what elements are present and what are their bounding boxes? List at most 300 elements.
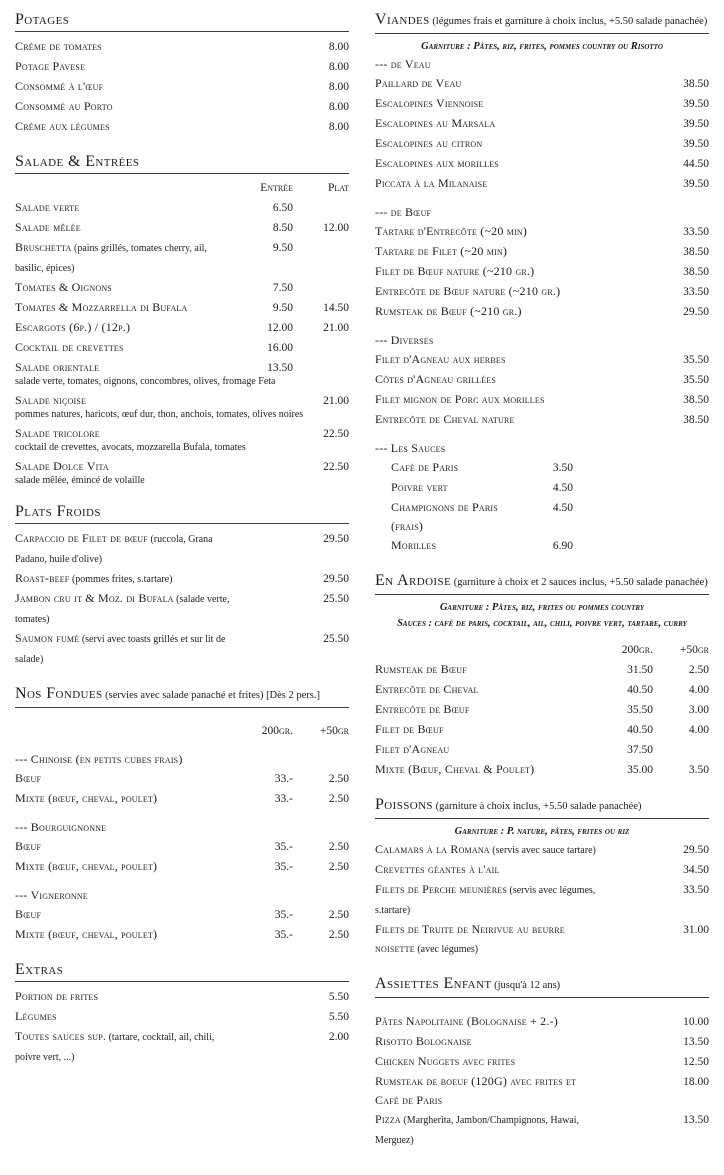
item-name-wrap (375, 242, 597, 261)
menu-section (375, 795, 709, 959)
item-name-wrap (375, 74, 597, 93)
item-name: Chicken Nuggets avec frites (375, 1054, 516, 1068)
item-price-col1: 35.- (274, 909, 293, 921)
item-name: Mixte (bœuf, cheval, poulet) (15, 927, 158, 941)
spacer (375, 1003, 709, 1012)
item-name-wrap (375, 720, 597, 739)
menu-item (15, 569, 349, 589)
menu-item (375, 1110, 709, 1150)
item-price-col2: 33.50 (683, 226, 709, 238)
menu-item (375, 302, 709, 322)
section-title-note: (légumes frais et garniture à choix inclus, +5.50 salade panachée) (429, 16, 708, 27)
item-name: Filet d'Agneau (375, 742, 450, 756)
item-name: Crème aux légumes (15, 119, 110, 133)
item-name: Crevettes géantes à l'ail (375, 862, 500, 876)
item-price-col1: 7.50 (272, 282, 293, 294)
item-price-col2: 21.00 (323, 395, 349, 407)
menu-item (375, 134, 709, 154)
item-name-wrap (15, 117, 237, 136)
item-name-wrap (15, 589, 237, 629)
menu-item (375, 740, 709, 760)
item-name-wrap (15, 238, 237, 278)
subsection-header: --- Les Sauces (375, 441, 446, 455)
item-name-wrap (375, 498, 531, 536)
garniture-note: Garniture : Pâtes, riz, frites ou pommes country (439, 602, 645, 613)
item-description: (salade verte, tomates) (15, 594, 230, 625)
section-title (375, 10, 709, 34)
price-column-header-2: +50gr (679, 644, 709, 656)
section-title-note: (servies avec salade panaché et frites) [Dès 2 pers.] (102, 690, 321, 701)
menu-item (15, 278, 349, 298)
menu-item (375, 860, 709, 880)
item-name-wrap (15, 629, 237, 669)
section-title-text: Salade & Entrées (15, 153, 140, 170)
item-name: Jambon cru it & Moz. di Bufala (15, 591, 174, 605)
item-name-wrap (15, 987, 237, 1006)
item-name: Bruschetta (15, 240, 72, 254)
garniture-note: Garniture : Pâtes, riz, frites, pommes country ou Risotto (421, 41, 663, 52)
item-price-col2: 2.50 (328, 793, 349, 805)
item-name-wrap (15, 218, 237, 237)
item-name-wrap (375, 660, 597, 679)
item-price-col2: 3.00 (688, 704, 709, 716)
item-name-wrap (375, 760, 597, 779)
menu-item (15, 238, 349, 278)
item-price-col2: 5.50 (328, 1011, 349, 1023)
item-description: (servis avec sauce tartare) (489, 845, 596, 856)
spacer (375, 322, 709, 331)
item-name: Bœuf (15, 839, 42, 853)
item-price-col2: 31.00 (683, 924, 709, 936)
item-name-wrap (15, 769, 237, 788)
item-name-wrap (15, 925, 237, 944)
item-price-col2: 25.50 (323, 593, 349, 605)
price-column-header-2: Plat (327, 182, 349, 194)
item-price-col2: 29.50 (683, 306, 709, 318)
item-price-col1: 9.50 (272, 242, 293, 254)
item-price-col2: 8.00 (328, 81, 349, 93)
menu-item (375, 458, 709, 478)
subsection-header: --- de Bœuf (375, 205, 432, 219)
item-name: Filets de Truite de Neirivue au beurre noisette (375, 922, 565, 955)
item-name: Consommé au Porto (15, 99, 113, 113)
item-price-col2: 38.50 (683, 246, 709, 258)
item-name-wrap (375, 840, 597, 860)
section-title (15, 10, 349, 32)
item-name: Salade niçoise (15, 393, 87, 407)
item-price-col2: 22.50 (323, 461, 349, 473)
item-price-col1: 40.50 (627, 684, 653, 696)
item-name-wrap (375, 458, 531, 477)
item-price-col2: 39.50 (683, 138, 709, 150)
item-price-col2: 4.00 (688, 684, 709, 696)
garniture-note: Sauces : café de paris, cocktail, ail, chili, poivre vert, tartare, curry (397, 618, 687, 629)
item-description-below: salade verte, tomates, oignons, concombres, olives, fromage Feta (15, 376, 276, 387)
item-price-col1: 40.50 (627, 724, 653, 736)
menu-item (15, 769, 349, 789)
item-description: (ruccola, Grana Padano, huile d'olive) (15, 534, 213, 565)
item-price-col1: 33.- (274, 773, 293, 785)
item-name-wrap (375, 114, 597, 133)
item-price-col2: 29.50 (683, 844, 709, 856)
menu-item (375, 262, 709, 282)
menu-section (15, 152, 349, 487)
item-name-wrap (375, 478, 531, 497)
item-name-wrap (15, 1027, 237, 1067)
item-price-col2: 18.00 (683, 1076, 709, 1088)
item-name-wrap (375, 740, 597, 759)
menu-section (375, 10, 709, 556)
menu-item (375, 154, 709, 174)
item-price-col2: 2.50 (328, 909, 349, 921)
item-name-wrap (375, 350, 597, 369)
item-name: Tartare de Filet (~20 min) (375, 244, 508, 258)
item-name: Escalopines au Marsala (375, 116, 496, 130)
section-title-text: Plats Froids (15, 503, 101, 520)
item-price-col2: 2.00 (328, 1031, 349, 1043)
menu-item (15, 198, 349, 218)
section-title-note: (garniture à choix et 2 sauces inclus, +5.50 salade panachée) (451, 577, 708, 588)
menu-item (375, 94, 709, 114)
item-price-col1: 33.- (274, 793, 293, 805)
item-name: Tartare d'Entrecôte (~20 min) (375, 224, 528, 238)
item-price-col2: 2.50 (328, 841, 349, 853)
item-price-col1: 37.50 (627, 744, 653, 756)
item-price-col2: 8.00 (328, 61, 349, 73)
item-price-col2: 13.50 (683, 1036, 709, 1048)
section-title (15, 960, 349, 982)
menu-item (15, 457, 349, 477)
menu-item (15, 629, 349, 669)
item-name: Salade verte (15, 200, 80, 214)
item-price-col2: 2.50 (328, 929, 349, 941)
item-name: Pizza (375, 1112, 401, 1126)
item-name-wrap (15, 77, 237, 96)
menu-item (15, 298, 349, 318)
item-price-col1: 8.50 (272, 222, 293, 234)
menu-item (375, 660, 709, 680)
subsection-header: --- Bourguignonne (15, 820, 107, 834)
item-price-col1: 35.- (274, 861, 293, 873)
item-price-col2: 38.50 (683, 266, 709, 278)
menu-item (15, 37, 349, 57)
item-name-wrap (375, 880, 597, 920)
menu-item (375, 1072, 709, 1110)
menu-item (15, 987, 349, 1007)
section-title (15, 502, 349, 524)
menu-item (375, 1032, 709, 1052)
item-price: 3.50 (552, 462, 573, 474)
item-price-col2: 39.50 (683, 98, 709, 110)
section-title-text: Potages (15, 11, 70, 28)
menu-item (15, 589, 349, 629)
item-price-col1: 6.50 (272, 202, 293, 214)
item-name: Escalopines au citron (375, 136, 483, 150)
section-title (375, 795, 709, 819)
menu-item (375, 760, 709, 780)
spacer (15, 713, 349, 722)
item-name-wrap (375, 390, 597, 409)
menu-item (375, 74, 709, 94)
spacer (15, 809, 349, 818)
item-name-wrap (375, 370, 597, 389)
item-name: Roast-beef (15, 571, 70, 585)
menu-item (15, 57, 349, 77)
menu-section (15, 684, 349, 945)
item-price-col2: 10.00 (683, 1016, 709, 1028)
item-price-col2: 5.50 (328, 991, 349, 1003)
menu-item (15, 424, 349, 444)
item-name: Salade tricolore (15, 426, 100, 440)
item-description: (servis avec légumes, s.tartare) (375, 885, 596, 916)
menu-item (375, 410, 709, 430)
price-column-header-1: Entrée (260, 182, 293, 194)
price-column-header-2: +50gr (319, 725, 349, 737)
item-description-below: pommes natures, haricots, œuf dur, thon, anchois, tomates, olives noires (15, 409, 304, 420)
item-name: Bœuf (15, 771, 42, 785)
menu-column-left (15, 10, 349, 1165)
item-name: Filet de Bœuf (375, 722, 444, 736)
item-name-wrap (15, 569, 237, 589)
item-name-wrap (15, 97, 237, 116)
menu-item (15, 117, 349, 137)
item-price-col2: 33.50 (683, 884, 709, 896)
item-name: Filet d'Agneau aux herbes (375, 352, 506, 366)
menu-item (15, 1007, 349, 1027)
item-price-col2: 2.50 (688, 664, 709, 676)
item-name-wrap (375, 410, 597, 429)
spacer (375, 430, 709, 439)
menu-item (375, 370, 709, 390)
section-title-text: Viandes (375, 11, 430, 28)
item-name: Entrecôte de Bœuf nature (~210 gr.) (375, 284, 561, 298)
menu-item (375, 114, 709, 134)
item-name-wrap (375, 302, 597, 321)
section-title-text: Nos Fondues (15, 685, 103, 702)
item-price-col1: 9.50 (272, 302, 293, 314)
item-name-wrap (15, 529, 237, 569)
item-price-col2: 8.00 (328, 121, 349, 133)
subsection-header: --- Chinoise (en petits cubes frais) (15, 752, 183, 766)
item-price-col2: 39.50 (683, 178, 709, 190)
menu-item (15, 789, 349, 809)
item-description: (avec légumes) (414, 944, 479, 955)
item-price-col2: 3.50 (688, 764, 709, 776)
menu-item (15, 338, 349, 358)
section-title (15, 684, 349, 708)
item-price: 4.50 (552, 482, 573, 494)
item-name-wrap (15, 457, 237, 476)
item-name-wrap (15, 338, 237, 357)
item-price-col2: 2.50 (328, 861, 349, 873)
item-price-col2: 35.50 (683, 374, 709, 386)
item-name-wrap (375, 1052, 597, 1071)
menu-item (375, 920, 709, 959)
menu-item (15, 97, 349, 117)
item-name: Tomates & Oignons (15, 280, 112, 294)
menu-item (15, 857, 349, 877)
menu-item (15, 837, 349, 857)
item-name: Escargots (6p.) / (12p.) (15, 320, 131, 334)
item-name: Tomates & Mozzarrella di Bufala (15, 300, 188, 314)
item-description: (tartare, cocktail, ail, chili, poivre vert, ...) (15, 1032, 215, 1063)
item-name-wrap (15, 198, 237, 217)
item-name: Filet de Bœuf nature (~210 gr.) (375, 264, 535, 278)
item-name-wrap (15, 318, 237, 337)
item-name-wrap (15, 789, 237, 808)
item-price-col2: 39.50 (683, 118, 709, 130)
item-name: Côtes d'Agneau grillées (375, 372, 496, 386)
item-name: Mixte (bœuf, cheval, poulet) (15, 859, 158, 873)
item-price-col1: 35.00 (627, 764, 653, 776)
item-description: (servi avec toasts grillés et sur lit de salade) (15, 634, 226, 665)
subsection-header: --- de Veau (375, 57, 431, 71)
item-name-wrap (375, 680, 597, 699)
item-name-wrap (375, 860, 597, 879)
menu-item (375, 840, 709, 860)
item-name: Paillard de Veau (375, 76, 462, 90)
menu-item (15, 905, 349, 925)
item-description-below: cocktail de crevettes, avocats, mozzarella Bufala, tomates (15, 442, 246, 453)
item-name-wrap (375, 1072, 597, 1110)
item-name: Rumsteak de Bœuf (375, 662, 467, 676)
menu-item (375, 498, 709, 536)
item-price-col2: 38.50 (683, 394, 709, 406)
item-description: (pains grillés, tomates cherry, ail, basilic, épices) (15, 243, 207, 274)
menu-item (375, 390, 709, 410)
item-name-wrap (375, 222, 597, 241)
spacer (375, 194, 709, 203)
item-name-wrap (375, 1110, 597, 1150)
item-name-wrap (15, 37, 237, 56)
item-name-wrap (375, 134, 597, 153)
item-price-col2: 21.00 (323, 322, 349, 334)
item-name: Escalopines aux morilles (375, 156, 499, 170)
menu-item (375, 350, 709, 370)
item-price-col2: 38.50 (683, 414, 709, 426)
item-name: Salade Dolce Vita (15, 459, 109, 473)
item-name: Mixte (Bœuf, Cheval & Poulet) (375, 762, 535, 776)
item-price-col2: 14.50 (323, 302, 349, 314)
menu-item (375, 720, 709, 740)
item-name-wrap (375, 154, 597, 173)
item-name: Carpaccio de Filet de bœuf (15, 531, 148, 545)
menu-item (375, 282, 709, 302)
item-name: Risotto Bolognaise (375, 1034, 472, 1048)
item-name: Entrecôte de Cheval nature (375, 412, 515, 426)
section-title-text: Extras (15, 961, 64, 978)
item-name: Crème de tomates (15, 39, 102, 53)
item-name: Consommé à l'œuf (15, 79, 104, 93)
item-price-col2: 29.50 (323, 533, 349, 545)
item-price-col2: 35.50 (683, 354, 709, 366)
item-name: Rumsteak de boeuf (120G) avec frites et Café de Paris (375, 1074, 577, 1107)
item-price: 4.50 (552, 502, 573, 514)
item-price-col2: 34.50 (683, 864, 709, 876)
menu-item (15, 925, 349, 945)
item-name-wrap (375, 1012, 597, 1031)
menu-section (15, 10, 349, 137)
item-name-wrap (375, 1032, 597, 1051)
menu-item (15, 529, 349, 569)
item-name: Piccata à la Milanaise (375, 176, 488, 190)
price-column-header-1: 200gr. (621, 644, 653, 656)
item-name-wrap (15, 1007, 237, 1026)
item-name-wrap (15, 278, 237, 297)
item-price-col2: 8.00 (328, 41, 349, 53)
section-title (375, 974, 709, 998)
item-price-col1: 13.50 (267, 362, 293, 374)
item-description: (Margherita, Jambon/Champignons, Hawai, Merguez) (375, 1115, 580, 1146)
item-price-col2: 12.50 (683, 1056, 709, 1068)
menu-item (375, 680, 709, 700)
item-name: Potage Pavese (15, 59, 86, 73)
item-name-wrap (15, 57, 237, 76)
item-price-col2: 22.50 (323, 428, 349, 440)
menu-column-right (375, 10, 709, 1165)
item-name: Bœuf (15, 907, 42, 921)
item-name-wrap (15, 358, 237, 377)
item-description: (pommes frites, s.tartare) (69, 574, 173, 585)
menu-item (15, 1027, 349, 1067)
item-name: Rumsteak de Bœuf (~210 gr.) (375, 304, 522, 318)
item-name-wrap (15, 905, 237, 924)
item-price-col2: 44.50 (683, 158, 709, 170)
item-name: Café de Paris (391, 460, 459, 474)
item-name-wrap (375, 174, 597, 193)
section-title-text: Poissons (375, 796, 433, 813)
garniture-note: Garniture : P. nature, pâtes, frites ou riz (454, 826, 630, 837)
item-price-col2: 29.50 (323, 573, 349, 585)
item-price-col1: 16.00 (267, 342, 293, 354)
item-name: Calamars à la Romana (375, 842, 490, 856)
item-price-col2: 25.50 (323, 633, 349, 645)
price-column-headers (375, 641, 709, 660)
menu-section (15, 960, 349, 1067)
item-price: 6.90 (552, 540, 573, 552)
menu-item (375, 222, 709, 242)
menu-item (375, 700, 709, 720)
menu-section (375, 974, 709, 1150)
item-name-wrap (15, 298, 237, 317)
item-name: Morilles (391, 538, 437, 552)
item-name: Toutes sauces sup. (15, 1029, 107, 1043)
item-name: Mixte (bœuf, cheval, poulet) (15, 791, 158, 805)
menu-item (375, 880, 709, 920)
menu-item (375, 478, 709, 498)
menu-section (15, 502, 349, 669)
menu-item (375, 242, 709, 262)
price-column-headers (15, 722, 349, 741)
section-title-text: En Ardoise (375, 572, 452, 589)
item-name-wrap (375, 262, 597, 281)
subsection-header: --- Diverses (375, 333, 434, 347)
menu-section (375, 571, 709, 780)
menu-item (375, 174, 709, 194)
item-price-col2: 13.50 (683, 1114, 709, 1126)
item-name: Salade orientale (15, 360, 100, 374)
item-price-col1: 35.- (274, 929, 293, 941)
item-name-wrap (375, 282, 597, 301)
price-column-header-1: 200gr. (261, 725, 293, 737)
item-name: Entrecôte de Cheval (375, 682, 479, 696)
menu-item (15, 318, 349, 338)
item-price-col2: 2.50 (328, 773, 349, 785)
item-name: Champignons de Paris (frais) (391, 500, 498, 533)
menu-item (15, 218, 349, 238)
subsection-header: --- Vigneronne (15, 888, 88, 902)
item-price-col1: 35.- (274, 841, 293, 853)
